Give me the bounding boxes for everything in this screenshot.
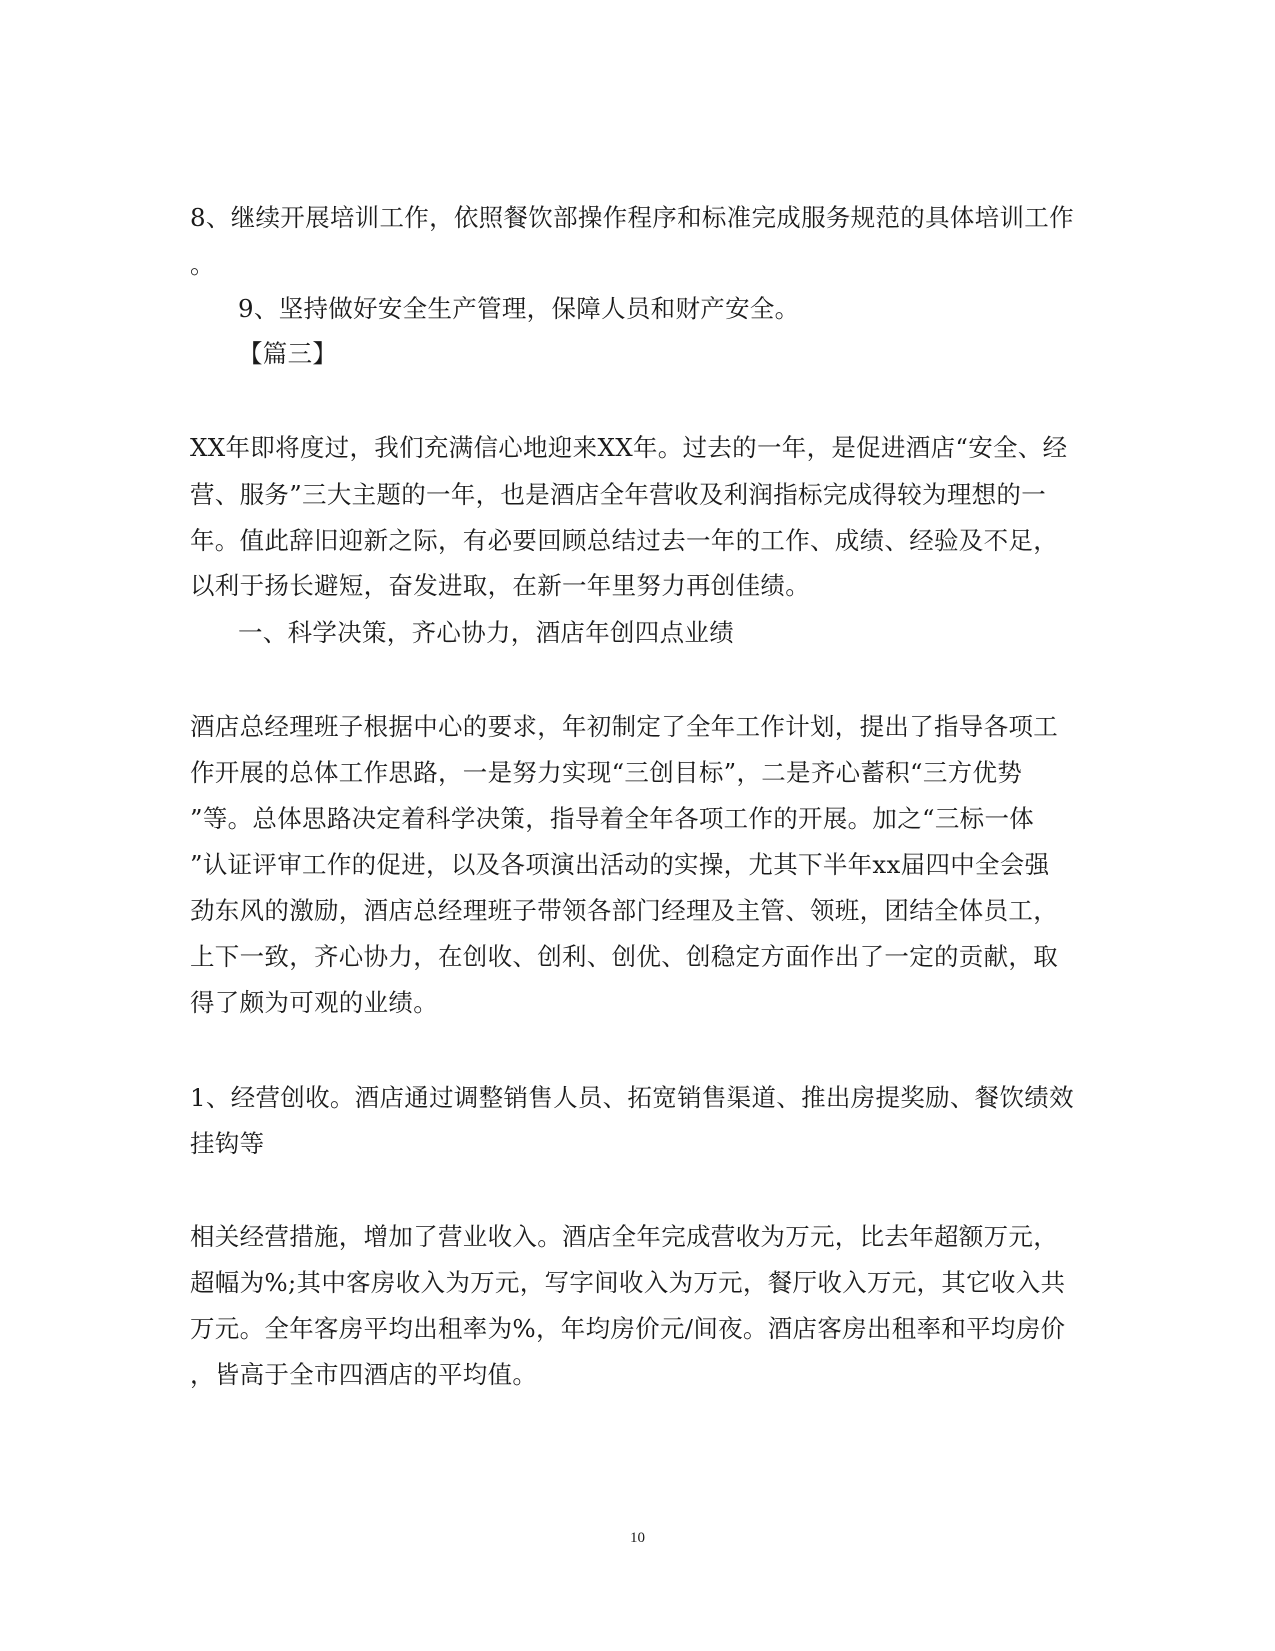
- text-line: 年。值此辞旧迎新之际，有必要回顾总结过去一年的工作、成绩、经验及不足，: [190, 526, 1058, 555]
- text-line: 营、服务”三大主题的一年，也是酒店全年营收及利润指标完成得较为理想的一: [190, 480, 1047, 509]
- text-line: 相关经营措施，增加了营业收入。酒店全年完成营收为万元，比去年超额万元，: [190, 1222, 1058, 1251]
- text-line: 超幅为%;其中客房收入为万元，写字间收入为万元，餐厅收入万元，其它收入共: [190, 1268, 1066, 1297]
- text-line: 挂钩等: [190, 1129, 265, 1158]
- text-line: 1、经营创收。酒店通过调整销售人员、拓宽销售渠道、推出房提奖励、餐饮绩效: [190, 1083, 1074, 1112]
- text-line: 以利于扬长避短，奋发进取，在新一年里努力再创佳绩。: [190, 571, 810, 600]
- text-line: ，皆高于全市四酒店的平均值。: [190, 1360, 538, 1389]
- section-heading: 【篇三】: [238, 339, 338, 368]
- text-line: ”认证评审工作的促进，以及各项演出活动的实操，尤其下半年xx届四中全会强: [190, 850, 1050, 879]
- text-line: XX年即将度过，我们充满信心地迎来XX年。过去的一年，是促进酒店“安全、经: [190, 433, 1068, 462]
- text-line: 上下一致，齐心协力，在创收、创利、创优、创稳定方面作出了一定的贡献，取: [190, 942, 1058, 971]
- text-line: 酒店总经理班子根据中心的要求，年初制定了全年工作计划，提出了指导各项工: [190, 712, 1058, 741]
- text-line: 得了颇为可观的业绩。: [190, 988, 438, 1017]
- text-line: 作开展的总体工作思路，一是努力实现“三创目标”，二是齐心蓄积“三方优势: [190, 758, 1023, 787]
- page-number: 10: [630, 1530, 645, 1546]
- text-line: 9、坚持做好安全生产管理，保障人员和财产安全。: [238, 294, 800, 323]
- text-line: 8、继续开展培训工作，依照餐饮部操作程序和标准完成服务规范的具体培训工作: [190, 203, 1074, 232]
- text-line: ”等。总体思路决定着科学决策，指导着全年各项工作的开展。加之“三标一体: [190, 804, 1035, 833]
- text-line: 。: [190, 250, 215, 279]
- text-line: 劲东风的激励，酒店总经理班子带领各部门经理及主管、领班，团结全体员工，: [190, 896, 1058, 925]
- subheading: 一、科学决策，齐心协力，酒店年创四点业绩: [238, 618, 734, 647]
- text-line: 万元。全年客房平均出租率为%，年均房价元/间夜。酒店客房出租率和平均房价: [190, 1314, 1066, 1343]
